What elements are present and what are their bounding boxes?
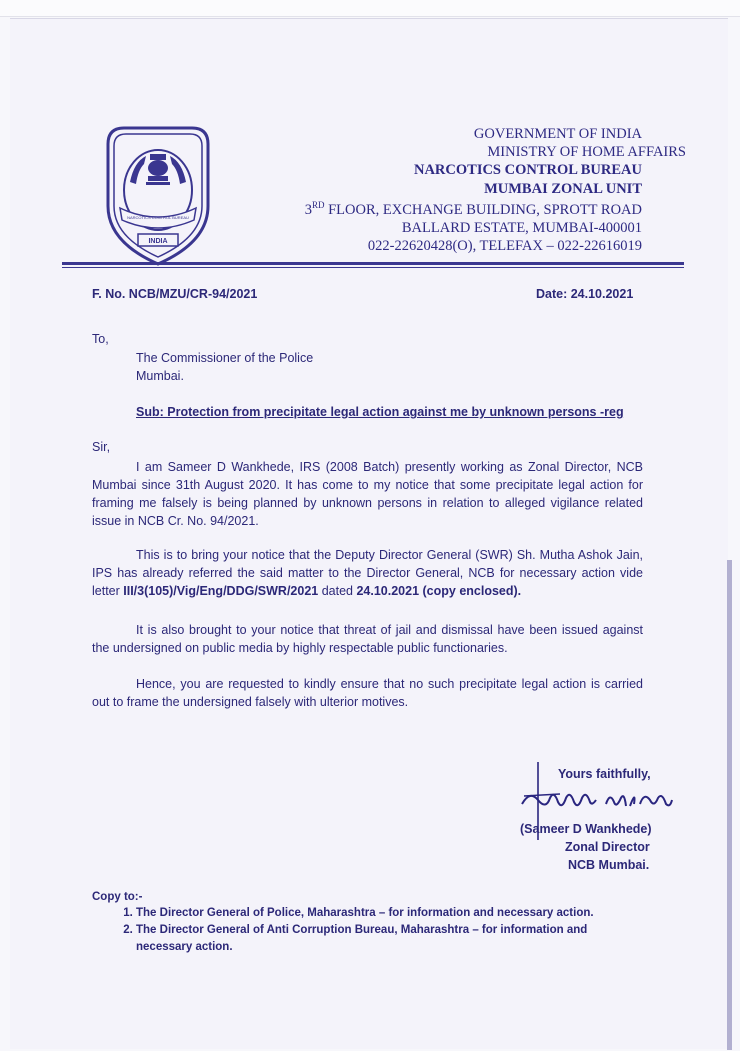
emblem-banner-text: INDIA	[148, 238, 168, 245]
signer-name: (Sameer D Wankhede)	[520, 822, 652, 836]
paragraph-2: This is to bring your notice that the Deputy Director General (SWR) Sh. Mutha Ashok Jain, IPS has already referred the said matter to the Director General, NCB for necessary action vide letter III/3(105)/Vig/Eng/DDG/SWR/2021 dated 24.10.2021 (copy enclosed).	[92, 548, 643, 598]
signer-office: NCB Mumbai.	[568, 858, 650, 872]
copy-to-item: 1. The Director General of Police, Maharashtra – for information and necessary action.	[136, 905, 632, 922]
header-government: GOVERNMENT OF INDIA	[473, 126, 642, 142]
copy-to-label: Copy to:-	[92, 891, 143, 903]
header-rule-thin	[62, 267, 684, 268]
signer-title: Zonal Director	[565, 840, 650, 854]
page-edge-shadow	[727, 560, 732, 1050]
letter-date: Date: 24.10.2021	[536, 287, 634, 301]
addressee-line1: The Commissioner of the Police	[136, 351, 314, 365]
paragraph-1: I am Sameer D Wankhede, IRS (2008 Batch) presently working as Zonal Director, NCB Mumbai since 31th August 2020. It has come to my notice that some precipitate legal action for framing me falsely is being planned by unknown persons in relation to alleged vigilance related issue in NCB Cr. No. 94/2021.	[92, 460, 643, 528]
copy-to-list	[112, 905, 632, 956]
emblem-ribbon-text: NARCOTICS CONTROL BUREAU	[127, 215, 189, 220]
paragraph-3: It is also brought to your notice that threat of jail and dismissal have been issued against the undersigned on public media by highly respectable public functionaries.	[92, 623, 643, 655]
copy-to-item: 2. The Director General of Anti Corruption Bureau, Maharashtra – for information and necessary action.	[136, 922, 632, 956]
salutation: Sir,	[92, 440, 111, 454]
header-bureau: NARCOTICS CONTROL BUREAU	[413, 162, 642, 178]
top-edge	[0, 0, 740, 17]
addressee-line2: Mumbai.	[136, 369, 184, 383]
header-rule	[62, 262, 684, 265]
subject-line: Sub: Protection from precipitate legal action against me by unknown persons -reg	[136, 405, 624, 419]
header-ministry: MINISTRY OF HOME AFFAIRS	[487, 144, 686, 160]
header-phone: 022-22620428(O), TELEFAX – 022-22616019	[367, 238, 642, 254]
to-label: To,	[92, 332, 109, 346]
file-number: F. No. NCB/MZU/CR-94/2021	[92, 287, 258, 301]
header-address2: BALLARD ESTATE, MUMBAI-400001	[401, 220, 642, 236]
header-address1: 3RD FLOOR, EXCHANGE BUILDING, SPROTT ROAD	[304, 200, 642, 218]
header-unit: MUMBAI ZONAL UNIT	[484, 181, 642, 197]
ncb-emblem-icon	[98, 122, 218, 270]
paragraph-4: Hence, you are requested to kindly ensure that no such precipitate legal action is carried out to frame the undersigned falsely with ulterior motives.	[92, 677, 643, 709]
closing: Yours faithfully,	[558, 767, 651, 781]
